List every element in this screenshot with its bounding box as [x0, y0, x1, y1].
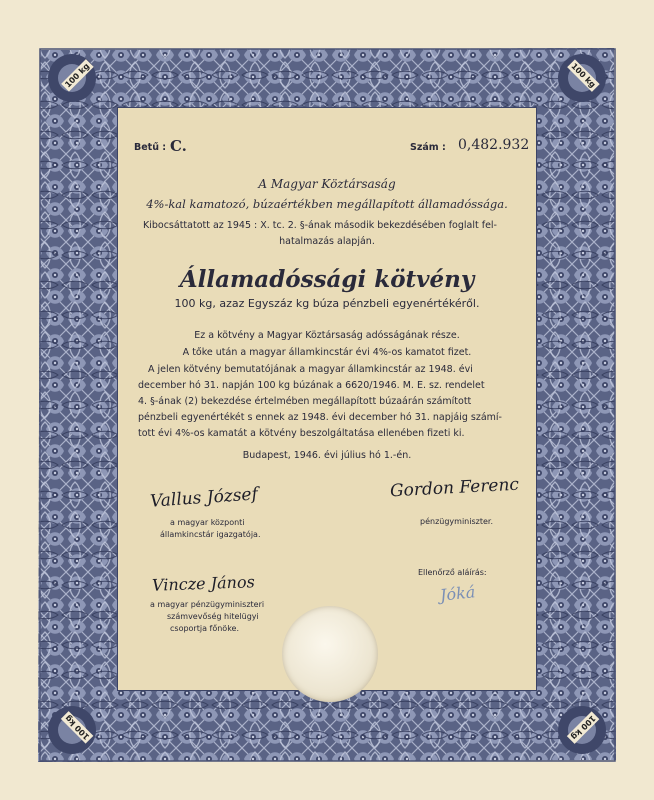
left-top-role-1: a magyar központi	[170, 518, 245, 527]
signature-left-top: Vallus József	[149, 484, 259, 512]
body-line-7: tott évi 4%-os kamatát a kötvény beszolgáltatása ellenében fizeti ki.	[138, 428, 465, 439]
debt-description: 4%-kal kamatozó, búzaértékben megállapított államadóssága.	[146, 197, 508, 211]
signature-left-bottom: Vincze János	[151, 572, 256, 595]
left-top-role-2: államkincstár igazgatója.	[160, 530, 261, 539]
left-bottom-role-3: csoportja főnöke.	[170, 624, 240, 633]
place-date: Budapest, 1946. évi július hó 1.-én.	[242, 450, 412, 461]
number-label: Szám :	[410, 142, 446, 153]
left-bottom-role-2: számvevőség hitelügyi	[167, 612, 259, 621]
body-line-4: december hó 31. napján 100 kg búzának a 6620/1946. M. E. sz. rendelet	[138, 380, 485, 391]
issuer-line: A Magyar Köztársaság	[258, 177, 396, 191]
series-label: Betű :	[134, 142, 167, 153]
corner-badge-bottom-left: 100 kg	[61, 711, 93, 743]
issue-basis-line1: Kibocsáttatott az 1945 : X. tc. 2. §-ának második bekezdésében foglalt fel-	[143, 220, 497, 231]
signature-right-top: Gordon Ferenc	[389, 474, 520, 502]
right-top-role: pénzügyminiszter.	[420, 517, 493, 526]
body-line-2: A tőke után a magyar államkincstár évi 4%-os kamatot fizet.	[182, 347, 472, 358]
corner-badge-top-right: 100 kg	[567, 59, 599, 91]
left-bottom-role-1: a magyar pénzügyminiszteri	[150, 600, 265, 609]
body-line-6: pénzbeli egyenértékét s ennek az 1948. évi december hó 31. napjáig számí-	[138, 412, 502, 423]
document-title: Államadóssági kötvény	[179, 266, 475, 293]
serial-number: 0,482.932	[458, 137, 530, 153]
document-subtitle: 100 kg, azaz Egyszáz kg búza pénzbeli egyenértékéről.	[174, 297, 480, 310]
body-line-3: A jelen kötvény bemutatójának a magyar államkincstár az 1948. évi	[148, 364, 473, 375]
series-value: C.	[170, 137, 187, 155]
corner-badge-top-left: 100 kg	[61, 59, 93, 91]
body-line-5: 4. §-ának (2) bekezdése értelmében megállapított búzaárán számított	[138, 396, 472, 407]
issue-basis-line2: hatalmazás alapján.	[279, 236, 375, 247]
body-line-1: Ez a kötvény a Magyar Köztársaság adósságának része.	[194, 330, 460, 341]
control-signature: Jóká	[439, 582, 477, 605]
corner-badge-bottom-right: 100 kg	[567, 711, 599, 743]
embossed-seal	[282, 606, 378, 702]
control-signature-label: Ellenőrző aláírás:	[418, 568, 487, 577]
